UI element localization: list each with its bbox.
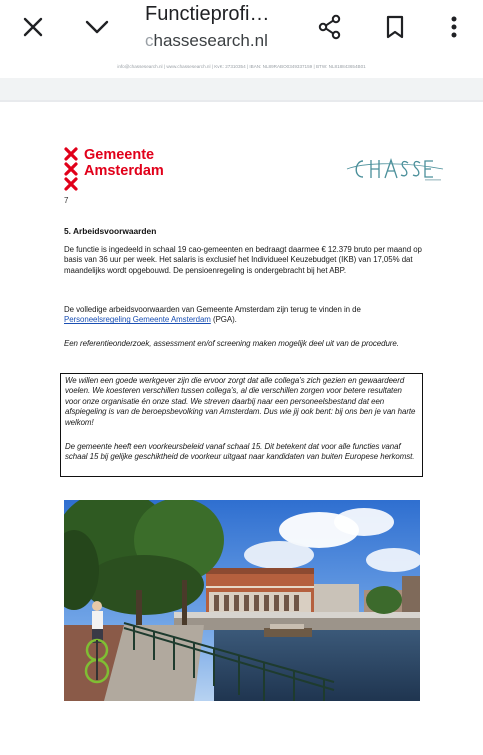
preference-policy-paragraph: De gemeente heeft een voorkeursbeleid vanaf schaal 15. Dit betekent dat voor alle functies vanaf schaal 15 bij gelijke geschiktheid de voorkeur uitgaat naar kandidaten van buiten Europese herkomst.	[65, 442, 415, 462]
close-icon[interactable]	[16, 10, 50, 44]
url-fade-text: c	[145, 31, 154, 50]
conditions-paragraph	[64, 305, 422, 326]
logo-text-line2: Amsterdam	[84, 163, 164, 179]
diversity-paragraph: We willen een goede werkgever zijn die ervoor zorgt dat alle collega’s zich gezien en gewaardeerd voelen. We koesteren verschillen tussen collega’s, al die verschillen zorgen voor betere resultaten voor onze organisatie én onze stad. We streven daarbij naar een personeelsbestand dat een afspiegeling is van de beroepsbevolking van Amsterdam. Dus wie jij ook bent: bij ons ben je van harte welkom!	[65, 376, 416, 427]
more-vert-icon[interactable]	[437, 10, 471, 44]
page-separator	[0, 78, 483, 100]
previous-page-footer: info@chassesearch.nl | www.chassesearch.nl | KvK: 27310354 | IBAN: NL89RABO0349337159 | BTW: NL818843654B01	[0, 62, 483, 78]
url-label[interactable]	[145, 31, 268, 51]
browser-toolbar	[0, 0, 483, 62]
section-heading: 5. Arbeidsvoorwaarden	[64, 226, 157, 236]
url-domain: hassesearch.nl	[153, 31, 268, 50]
procedure-paragraph: Een referentieonderzoek, assessment en/of screening maken mogelijk deel uit van de procedure.	[64, 339, 399, 348]
amsterdam-cross-icon	[64, 177, 78, 191]
amsterdam-photo	[64, 500, 420, 701]
amsterdam-cross-icon	[64, 147, 78, 161]
conditions-text-after: (PGA).	[210, 315, 237, 325]
logo-text-line1: Gemeente	[84, 147, 155, 163]
chasse-logo	[345, 152, 445, 186]
salary-paragraph: De functie is ingedeeld in schaal 19 cao-gemeenten en bedraagt daarmee € 12.379 bruto per maand op basis van 36 uur per week. Het salaris is exclusief het Individueel Keuzebudget (IKB) van 17,05% dat maandelijks wordt opgebouwd. De pensioenregeling is ondergebracht bij het ABP.	[64, 245, 422, 275]
amsterdam-cross-icon	[64, 162, 78, 176]
share-icon[interactable]	[313, 10, 347, 44]
bookmark-icon[interactable]	[378, 10, 412, 44]
page-title: Functieprofi…	[145, 3, 270, 25]
pga-link[interactable]: Personeelsregeling Gemeente Amsterdam	[64, 315, 211, 325]
page-number: 7	[64, 196, 69, 205]
diversity-box	[60, 373, 423, 477]
conditions-text-before: De volledige arbeidsvoorwaarden van Gemeente Amsterdam zijn terug te vinden in de	[64, 305, 361, 314]
chevron-down-icon[interactable]	[80, 10, 114, 44]
